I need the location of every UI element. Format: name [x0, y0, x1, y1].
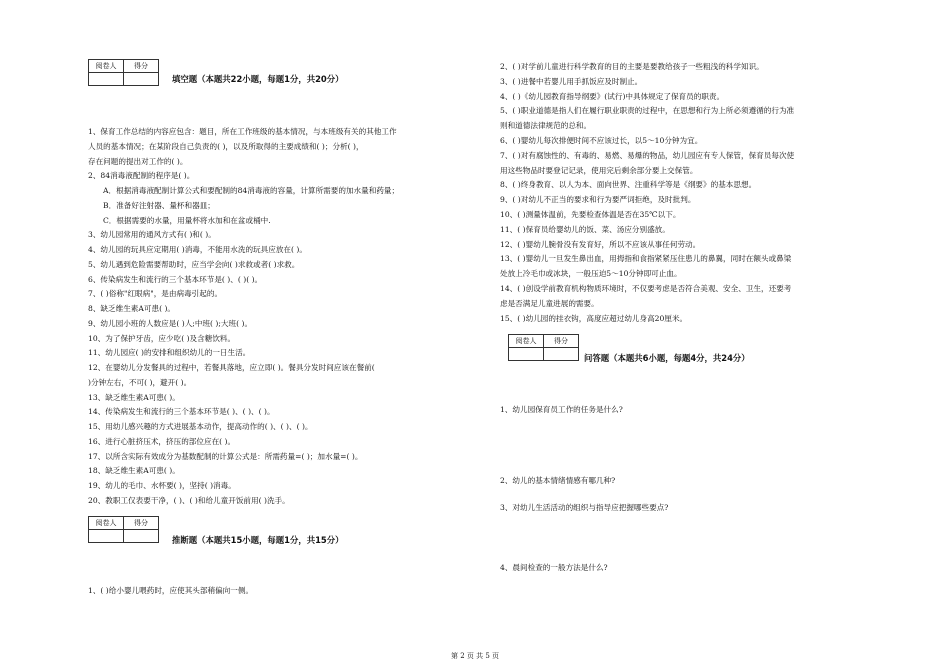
right-lines-line: 12、( )婴幼儿腕骨没有发育好，所以不应该从事任何劳动。	[500, 239, 701, 249]
fill-lines-line: 18、缺乏维生素A可患( )。	[88, 466, 180, 476]
fill-lines-line: 6、传染病发生和流行的三个基本环节是( )、( )( )。	[88, 274, 263, 284]
judge-question-1: 1、( )给小婴儿喂药时，应使其头部稍偏向一侧。	[88, 586, 254, 595]
score-box-score-cell[interactable]	[124, 73, 158, 85]
right-lines-line: 2、( )对学前儿童进行科学教育的目的主要是要教给孩子一些粗浅的科学知识。	[500, 62, 764, 71]
fill-lines-line: 19、幼儿的毛巾、水杯要( )，坚持( )消毒。	[88, 481, 236, 490]
fill-lines-line: 13、缺乏维生素A可患( )。	[88, 392, 180, 402]
score-box-fill	[88, 59, 159, 86]
fill-lines-line: C．根据需要的水量，用量杯将水加和在盆或桶中.	[103, 215, 271, 225]
score-box-score-label: 得分	[134, 518, 148, 527]
fill-lines-line: )分钟左右，不可( )，避开( )。	[88, 377, 192, 387]
fill-lines-line: 7、( )俗称"红眼病"，是由病毒引起的。	[88, 289, 223, 299]
score-box-grader-label: 阅卷人	[509, 335, 544, 347]
fill-lines-line: 存在问题的提出对工作的( )。	[88, 156, 188, 166]
score-box-grader-cell[interactable]	[89, 530, 124, 542]
score-box-judge	[88, 516, 159, 543]
right-lines-line: 5、( )职业道德是指人们在履行职业职责的过程中，在思想和行为上所必须遵循的行为准	[500, 106, 795, 116]
right-lines-line: 4、( )《幼儿园教育指导纲要》(试行)中具体规定了保育员的职责。	[500, 91, 725, 101]
fill-lines-line: 11、幼儿园应( )的安排和组织幼儿的一日生活。	[88, 348, 251, 358]
fill-lines-line: B．准备好注射器、量杯和器皿；	[103, 200, 215, 210]
qa-question-1: 1、幼儿园保育员工作的任务是什么?	[500, 405, 623, 414]
fill-lines-line: 15、用幼儿感兴趣的方式进展基本动作，提高动作的( )、( )、( )。	[88, 422, 313, 431]
right-lines-line: 11、( )保育员给婴幼儿的饭、菜、汤应分别盛放。	[500, 224, 670, 234]
fill-lines-line: 17、以所含实际有效成分为基数配制的计算公式是：所需药量=( )；加水量=( )。	[88, 451, 363, 461]
fill-lines-line: 10、为了保护牙齿，应少吃( )及含糖饮料。	[88, 333, 236, 343]
fill-lines-line: 8、缺乏维生素A可患( )。	[88, 304, 175, 313]
score-box-score-label: 得分	[554, 336, 568, 345]
qa-question-4: 4、晨间检查的一般方法是什么?	[500, 563, 608, 572]
right-lines-line: 8、( )终身教育、以人为本、面向世界、注重科学等是《纲要》的基本思想。	[500, 180, 757, 190]
right-lines-line: 则和道德法律规范的总和。	[500, 121, 592, 131]
score-box-grader-cell[interactable]	[89, 73, 124, 85]
fill-lines-line: 人员的基本情况；在某阶段自己负责的( )，以及所取得的主要成绩和( )；分析( )，	[88, 141, 364, 151]
fill-lines-line: 2、84消毒液配制的程序是( )。	[88, 171, 195, 181]
right-lines-line: 处放上冷毛巾或冰块，一般压迫5～10分钟即可止血。	[500, 269, 682, 279]
score-box-grader-label: 阅卷人	[89, 60, 124, 72]
right-lines-line: 3、( )进餐中若婴儿用手抓饭应及时制止。	[500, 76, 643, 86]
score-box-score-label: 得分	[134, 61, 148, 70]
fill-lines-line: 4、幼儿园的玩具应定期用( )消毒，不能用水洗的玩具应放在( )。	[88, 245, 307, 254]
section-title-judge: 推断题（本题共15小题，每题1分，共15分）	[172, 535, 344, 545]
fill-lines-line: A．根据消毒液配制计算公式和要配制的84消毒液的容量，计算所需要的加水量和药量；	[103, 186, 400, 195]
fill-lines-line: 9、幼儿园小班的人数应是( )人;中班( );大班( )。	[88, 318, 253, 328]
right-lines-line: 用这些物品时要登记记录，使用完后剩余部分要上交保管。	[500, 165, 698, 175]
fill-lines-line: 1、保育工作总结的内容应包含：题目，所在工作班级的基本情况，与本班级有关的其他工作	[88, 127, 397, 136]
fill-lines-line: 16、进行心脏挤压术，挤压的部位应在( )。	[88, 436, 236, 446]
score-box-grader-label: 阅卷人	[89, 517, 124, 529]
right-lines-line: 6、( )婴幼儿每次排便时间不应该过长，以5～10分钟为宜。	[500, 136, 703, 145]
right-lines-line: 14、( )创设学前教育机构物质环境时，不仅要考虑是否符合美观、安全、卫生，还要考	[500, 284, 792, 293]
qa-question-3: 3、对幼儿生活活动的组织与指导应把握哪些要点?	[500, 503, 669, 512]
right-lines-line: 虑是否满足儿童进展的需要。	[500, 298, 599, 308]
fill-lines-line: 14、传染病发生和流行的三个基本环节是( )、( )、( )。	[88, 407, 275, 417]
fill-lines-line: 20、教职工仅表要干净，( )、( )和给儿童开饭前用( )洗手。	[88, 495, 290, 505]
score-box-score-cell[interactable]	[544, 348, 578, 360]
score-box-score-cell[interactable]	[124, 530, 158, 542]
score-box-qa	[508, 334, 579, 361]
right-lines-line: 7、( )对有腐蚀性的、有毒的、易燃、易爆的物品，幼儿园应有专人保管，保育员每次使	[500, 150, 795, 160]
fill-lines-line: 12、在婴幼儿分发餐具的过程中，若餐具落地，应立即( )。餐具分发时间应该在餐前(	[88, 363, 375, 372]
fill-lines-line: 3、幼儿园常用的通风方式有( )和( )。	[88, 230, 216, 240]
right-lines-line: 10、( )测量体温前，先要检查体温是否在35℃以下。	[500, 210, 681, 219]
page-footer: 第 2 页 共 5 页	[450, 652, 500, 660]
right-lines-line: 15、( )幼儿园的挂衣钩，高度应超过幼儿身高20厘米。	[500, 313, 688, 323]
fill-lines-line: 5、幼儿遇到危险需要帮助时，应当学会向( )求救或者( )求救。	[88, 259, 300, 269]
right-lines-line: 13、( )婴幼儿一旦发生鼻出血，用拇指和食指紧紧压住患儿的鼻翼，同时在额头或鼻梁	[500, 254, 792, 264]
right-lines-line: 9、( )对幼儿不正当的要求和行为要严词拒绝，及时批判。	[500, 195, 696, 205]
score-box-grader-cell[interactable]	[509, 348, 544, 360]
qa-question-2: 2、幼儿的基本情绪情感有哪几种?	[500, 476, 616, 485]
section-title-qa: 问答题（本题共6小题，每题4分，共24分）	[584, 353, 750, 363]
section-title-fill: 填空题（本题共22小题，每题1分，共20分）	[172, 74, 344, 84]
